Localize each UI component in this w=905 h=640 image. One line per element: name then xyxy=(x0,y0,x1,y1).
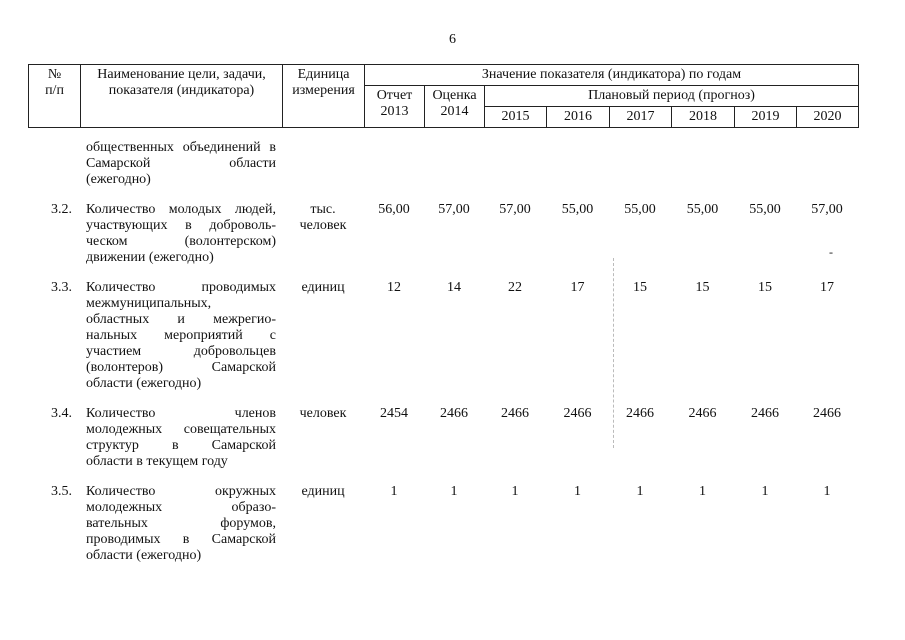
header-report: Отчет 2013 xyxy=(365,86,425,128)
indicator-name-line: Количество молодых людей, xyxy=(86,202,276,217)
indicator-name xyxy=(80,406,282,470)
indicator-value xyxy=(609,140,671,188)
indicator-name-line: Количество членов xyxy=(86,406,276,421)
indicator-value: 17 xyxy=(570,280,585,295)
indicator-name-line: нальных мероприятий с xyxy=(86,328,276,343)
indicator-name-line: области (ежегодно) xyxy=(86,548,202,563)
row-number: 3.4. xyxy=(51,406,72,421)
indicator-name-line: вательных форумов, xyxy=(86,516,276,531)
indicator-value: 2466 xyxy=(813,406,841,421)
header-values-title: Значение показателя (индикатора) по годам xyxy=(365,65,859,86)
indicator-value xyxy=(734,140,796,188)
indicator-name-line: участвующих в доброволь- xyxy=(86,218,276,233)
indicator-name-line: (ежегодно) xyxy=(86,172,151,187)
indicator-value: 15 xyxy=(633,280,647,295)
unit-of-measure: тыс. человек xyxy=(299,202,347,233)
indicator-value: 1 xyxy=(511,484,519,499)
indicator-value xyxy=(796,140,858,188)
indicator-value: 57,00 xyxy=(811,202,843,217)
table-row xyxy=(28,280,858,392)
indicator-value: 55,00 xyxy=(749,202,781,217)
indicator-value xyxy=(364,140,424,188)
indicator-name-line: Количество окружных xyxy=(86,484,276,499)
header-name: Наименование цели, задачи, показателя (индикатора) xyxy=(81,65,283,128)
indicator-name-line: структур в Самарской xyxy=(86,438,276,453)
header-year: 2020 xyxy=(797,107,859,128)
header-num: № п/п xyxy=(29,65,81,128)
table-row xyxy=(28,484,858,564)
indicator-value xyxy=(546,140,609,188)
indicator-value: 55,00 xyxy=(624,202,656,217)
indicator-value xyxy=(671,140,734,188)
indicator-value: 55,00 xyxy=(561,202,594,217)
indicator-name-line: участием добровольцев xyxy=(86,344,276,359)
indicator-value: 12 xyxy=(387,280,401,295)
indicator-name xyxy=(80,140,282,188)
indicator-value: 55,00 xyxy=(686,202,719,217)
indicator-value: 2466 xyxy=(626,406,654,421)
indicator-name-line: областных и межрегио- xyxy=(86,312,276,327)
unit-of-measure xyxy=(282,140,364,188)
indicator-name-line: Количество проводимых xyxy=(86,280,276,295)
indicator-value: 1 xyxy=(636,484,644,499)
indicator-name-line: (волонтеров) Самарской xyxy=(86,360,276,375)
indicator-value: 1 xyxy=(761,484,769,499)
header-year: 2018 xyxy=(672,107,735,128)
unit-of-measure: человек xyxy=(299,406,347,421)
indicator-value: 57,00 xyxy=(499,202,531,217)
indicator-value xyxy=(424,140,484,188)
indicator-value: 1 xyxy=(699,484,706,499)
indicator-name-line: межмуниципальных, xyxy=(86,296,212,311)
indicator-value: 2466 xyxy=(751,406,779,421)
indicator-value: 2466 xyxy=(440,406,468,421)
header-unit: Единица измерения xyxy=(283,65,365,128)
row-number xyxy=(28,140,80,188)
table-header xyxy=(28,64,859,128)
indicator-name-line: Самарской области xyxy=(86,156,276,171)
indicator-name-line: области в текущем году xyxy=(86,454,228,469)
scan-artifact-line xyxy=(613,258,615,448)
indicator-name-line: молодежных совещательных xyxy=(86,422,276,437)
row-number: 3.3. xyxy=(51,280,72,295)
header-year: 2017 xyxy=(610,107,672,128)
indicator-name xyxy=(80,280,282,392)
indicator-value: 1 xyxy=(450,484,458,499)
table-row xyxy=(28,406,858,470)
indicator-value: 57,00 xyxy=(438,202,470,217)
indicator-name-line: области (ежегодно) xyxy=(86,376,202,391)
stray-mark: - xyxy=(829,245,833,259)
unit-of-measure: единиц xyxy=(301,484,345,499)
indicator-value: 1 xyxy=(823,484,831,499)
unit-of-measure: единиц xyxy=(301,280,345,295)
indicator-name-line: общественных объединений в xyxy=(86,140,276,155)
indicator-name-line: движении (ежегодно) xyxy=(86,250,214,265)
header-year: 2015 xyxy=(485,107,547,128)
indicator-value: 1 xyxy=(390,484,398,499)
header-plan-title: Плановый период (прогноз) xyxy=(485,86,859,107)
row-number: 3.2. xyxy=(51,202,72,217)
header-estimate: Оценка 2014 xyxy=(425,86,485,128)
indicator-value: 2466 xyxy=(688,406,717,421)
table-row xyxy=(28,202,858,266)
indicator-name-line: проводимых в Самарской xyxy=(86,532,276,547)
page-number: 6 xyxy=(449,32,456,47)
header-year: 2016 xyxy=(547,107,610,128)
row-number: 3.5. xyxy=(51,484,72,499)
indicator-value: 15 xyxy=(758,280,772,295)
table-row xyxy=(28,140,858,188)
indicator-name-line: ческом (волонтерском) xyxy=(86,234,276,249)
indicator-value: 56,00 xyxy=(378,202,410,217)
indicator-name xyxy=(80,202,282,266)
header-year: 2019 xyxy=(735,107,797,128)
indicator-value: 14 xyxy=(447,280,461,295)
indicator-value: 2454 xyxy=(380,406,408,421)
indicator-value: 22 xyxy=(508,280,522,295)
indicator-value: 1 xyxy=(574,484,581,499)
indicator-name-line: молодежных образо- xyxy=(86,500,276,515)
table-body xyxy=(28,140,858,564)
indicator-value: 15 xyxy=(695,280,710,295)
indicator-value: 2466 xyxy=(501,406,529,421)
indicator-value xyxy=(484,140,546,188)
indicator-value: 17 xyxy=(820,280,834,295)
indicator-name xyxy=(80,484,282,564)
indicator-value: 2466 xyxy=(563,406,592,421)
